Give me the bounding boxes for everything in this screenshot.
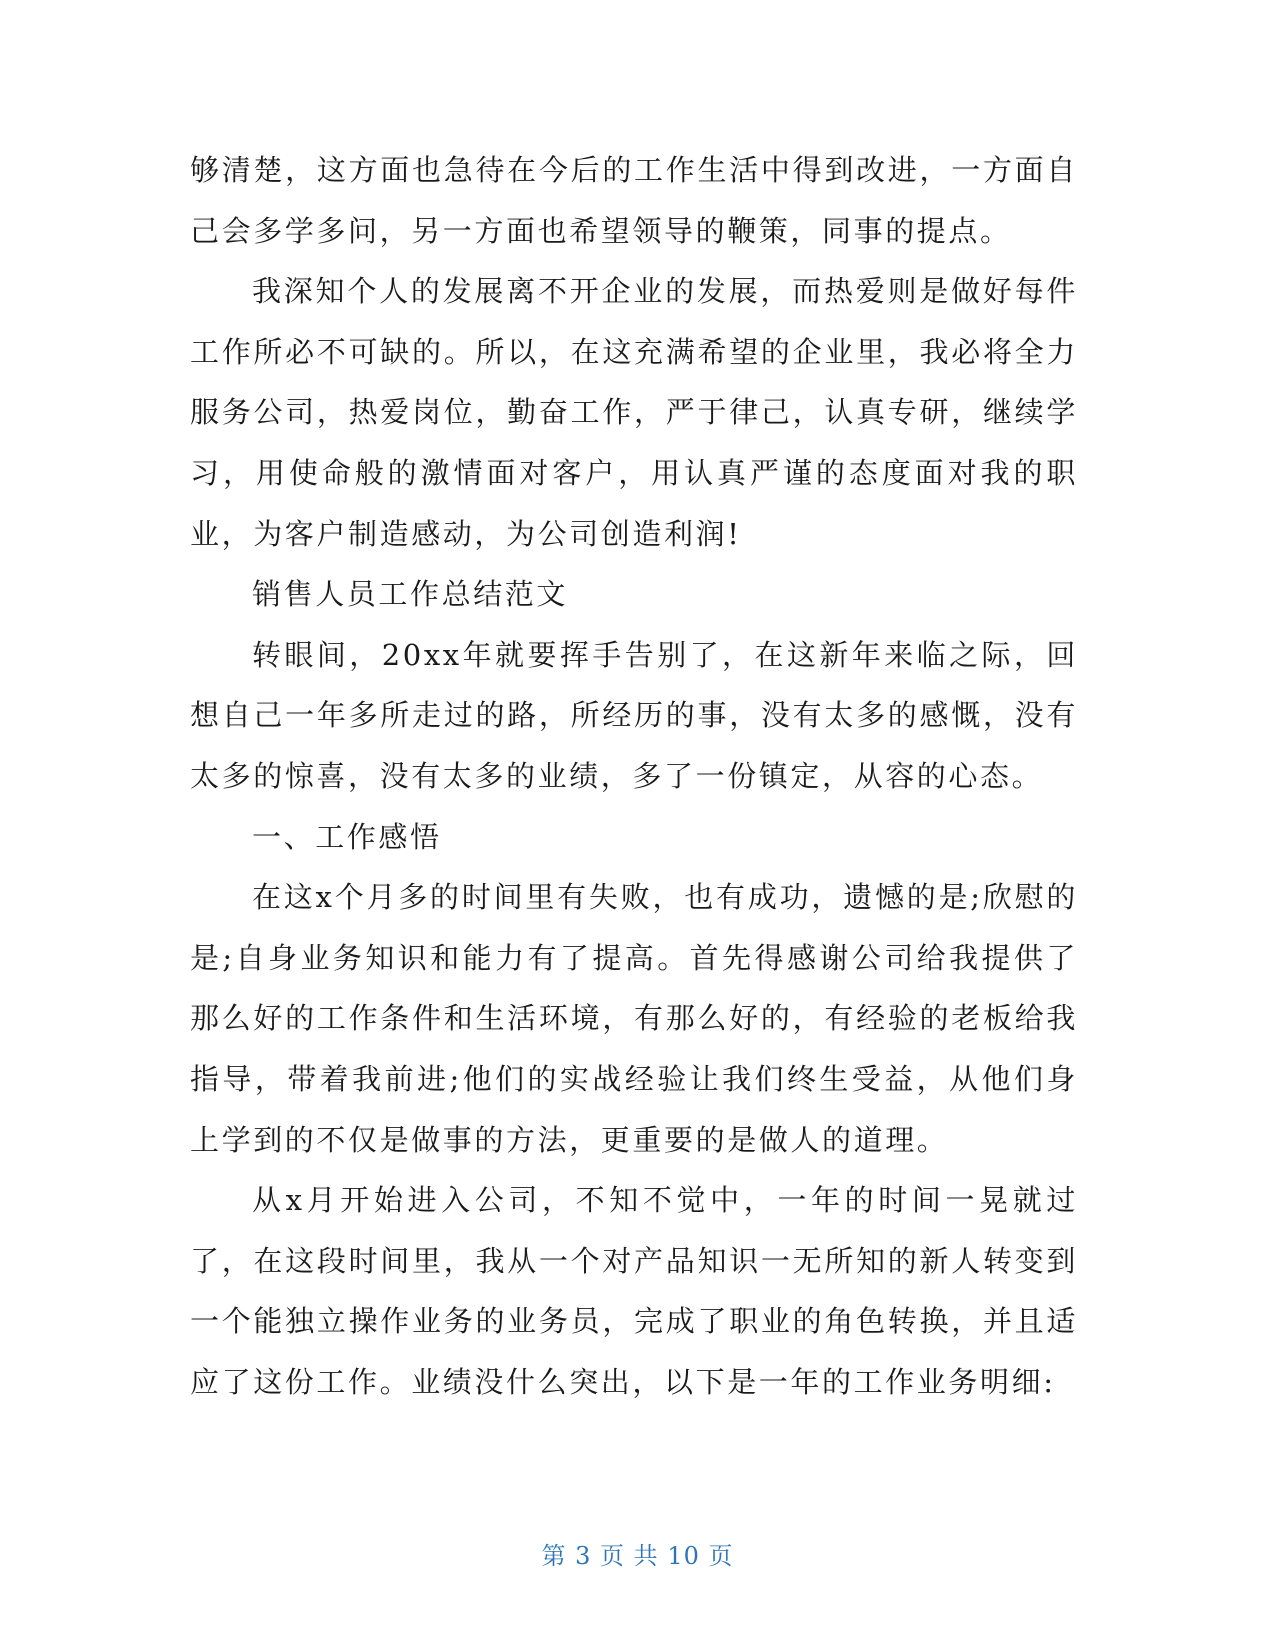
footer-current-page: 3 <box>575 1542 592 1570</box>
section-heading: 一、工作感悟 <box>252 819 442 854</box>
document-body <box>190 140 1078 1412</box>
footer-total-pages: 10 <box>667 1542 700 1570</box>
paragraph: 从x月开始进入公司，不知不觉中，一年的时间一晃就过了，在这段时间里，我从一个对产品知识一无所知的新人转变到一个能独立操作业务的业务员，完成了职业的角色转换，并且适应了这份工作。业绩没什么突出，以下是一年的工作业务明细: <box>190 1183 1078 1399</box>
page-footer <box>0 1536 1275 1571</box>
paragraph: 够清楚，这方面也急待在今后的工作生活中得到改进，一方面自己会多学多问，另一方面也希望领导的鞭策，同事的提点。 <box>190 153 1078 248</box>
paragraph: 在这x个月多的时间里有失败，也有成功，遗憾的是;欣慰的是;自身业务知识和能力有了提高。首先得感谢公司给我提供了那么好的工作条件和生活环境，有那么好的，有经验的老板给我指导，带着我前进;他们的实战经验让我们终生受益，从他们身上学到的不仅是做事的方法，更重要的是做人的道理。 <box>190 880 1078 1157</box>
footer-middle: 页 共 <box>600 1542 659 1570</box>
paragraph: 我深知个人的发展离不开企业的发展，而热爱则是做好每件工作所必不可缺的。所以，在这充满希望的企业里，我必将全力服务公司，热爱岗位，勤奋工作，严于律己，认真专研，继续学习，用使命般的激情面对客户，用认真严谨的态度面对我的职业，为客户制造感动，为公司创造利润! <box>190 274 1078 551</box>
footer-prefix: 第 <box>541 1542 567 1570</box>
section-heading: 销售人员工作总结范文 <box>252 577 569 612</box>
paragraph: 转眼间，20xx年就要挥手告别了，在这新年来临之际，回想自己一年多所走过的路，所经历的事，没有太多的感慨，没有太多的惊喜，没有太多的业绩，多了一份镇定，从容的心态。 <box>190 637 1078 793</box>
footer-suffix: 页 <box>708 1542 734 1570</box>
